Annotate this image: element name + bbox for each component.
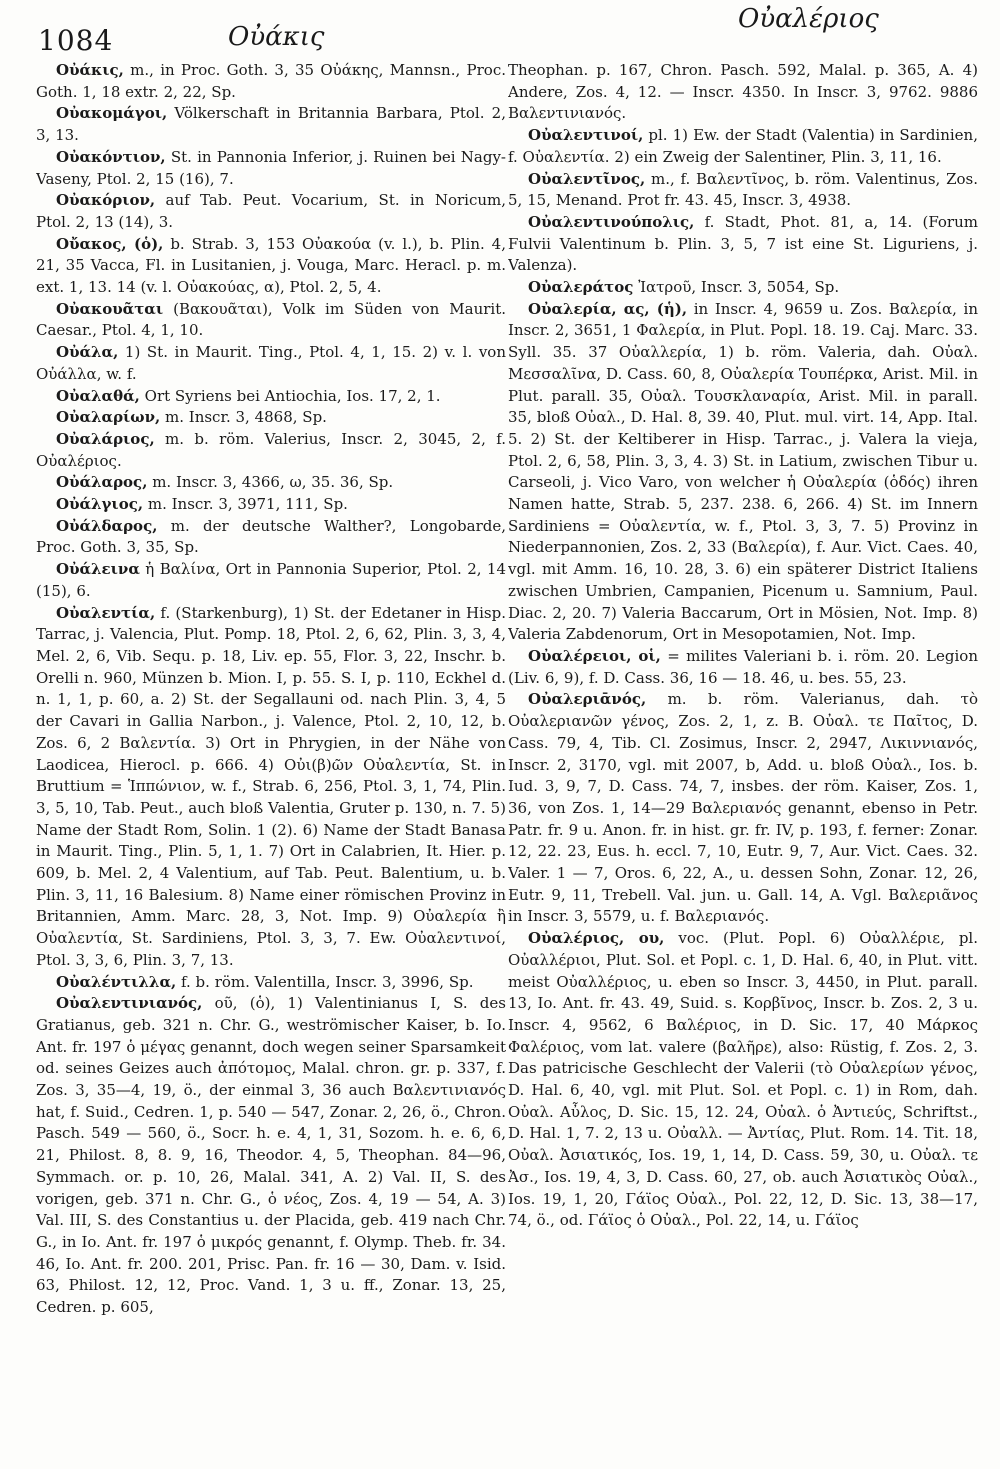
dictionary-entry bbox=[508, 277, 978, 299]
dictionary-entry bbox=[36, 972, 506, 994]
entry-headword: Οὐαλεράτος bbox=[528, 278, 634, 297]
entry-headword: Οὐάλδαρος, bbox=[56, 516, 158, 535]
entry-headword: Οὔακος, (ὁ), bbox=[56, 234, 164, 253]
entry-headword: Οὐαλεντῖνος, bbox=[528, 169, 646, 188]
dictionary-entry bbox=[508, 299, 978, 646]
entry-headword: Οὐαλαρίων, bbox=[56, 408, 161, 427]
entry-headword: Οὐάκις, bbox=[56, 61, 124, 79]
left-column bbox=[36, 60, 506, 1460]
dictionary-entry bbox=[36, 472, 506, 494]
entry-text: = milites Valeriani b. i. röm. 20. Legion (Liv. 6, 9), f. D. Cass. 36, 16 — 18. 46, u. bes. 55, 23. bbox=[508, 646, 978, 687]
entry-text: auf Tab. Peut. Vocarium, St. in Noricum, Ptol. 2, 13 (14), 3. bbox=[36, 191, 506, 231]
entry-text: in Inscr. 4, 9659 u. Zos. Βαλερία, in Inscr. 2, 3651, 1 Φαλερία, in Plut. Popl. 18. 19. Caj. Marc. 33. Syll. 35. 37 Οὐαλλερία, 1) b. röm. Valeria, dah. Οὐαλ. Μεσσαλῖνα, D. Cass. 60, 8, Οὐαλερία Τουπέρκα, Arist. Mil. in Plut. parall. 35, Οὐαλ. Τουσκλαναρία, Arist. Mil. in parall. 35, bloß Οὐαλ., D. Hal. 8, 39. 40, Plut. mul. virt. 14, App. Ital. 5. 2) St. der Keltiberer in Hisp. Tarrac., j. Valera la vieja, Ptol. 2, 6, 58, Plin. 3, 3, 4. 3) St. in Latium, zwischen Tibur u. Carseoli, j. Vico Varo, von welcher ἡ Οὐαλερία (ὁδός) ihren Namen hatte, Strab. 5, 237. 238. 6, 266. 4) St. im Innern Sardiniens = Οὐαλεντία, w. f., Ptol. 3, 3, 7. 5) Provinz in Niederpannonien, Zos. 2, 33 (Βαλερία), f. Aur. Vict. Caes. 40, vgl. mit Amm. 16, 10. 28, 3. 6) ein späterer District Italiens zwischen Umbrien, Campanien, Picenum u. Samnium, Paul. Diac. 2, 20. 7) Valeria Baccarum, Ort in Mösien, Not. Imp. 8) Valeria Zabdenorum, Ort in Mesopotamien, Not. Imp. bbox=[508, 299, 978, 644]
entry-text: Ort Syriens bei Antiochia, Ios. 17, 2, 1. bbox=[144, 386, 441, 405]
page-number: 1084 bbox=[38, 24, 114, 57]
dictionary-entry bbox=[36, 342, 506, 385]
entry-headword: Οὐαλεντινοί, bbox=[528, 126, 644, 145]
entry-text: f. b. röm. Valentilla, Inscr. 3, 3996, Sp. bbox=[181, 972, 474, 991]
entry-headword: Οὐακομάγοι, bbox=[56, 104, 168, 123]
entry-text: οῦ, (ὁ), 1) Valentinianus I, S. des Gratianus, geb. 321 n. Chr. G., weströmischer Kaiser, b. Io. Ant. fr. 197 ὁ μέγας genannt, doch wegen seiner Sparsamkeit od. seines Geizes auch ἀπότομος, Malal. chron. gr. p. 337, f. Zos. 3, 35—4, 19, ö., der einmal 3, 36 auch Βαλεντινιανός hat, f. Suid., Cedren. 1, p. 540 — 547, Zonar. 2, 26, ö., Chron. Pasch. 549 — 560, ö., Socr. h. e. 4, 1, 31, Sozom. h. e. 6, 6, 21, Philost. 8, 8. 9, 16, Theodor. 4, 5, Theophan. 84—96, Symmach. or. p. 10, 26, Malal. 341, A. 2) Val. II, S. des vorigen, geb. 371 n. Chr. G., ὁ νέος, Zos. 4, 19 — 54, A. 3) Val. III, S. des Constantius u. der Placida, geb. 419 nach Chr. G., in Io. Ant. fr. 197 ὁ μικρός genannt, f. Olymp. Theb. fr. 34. 46, Io. Ant. fr. 200. 201, Prisc. Pan. fr. 16 — 30, Dam. v. Isid. 63, Philost. 12, 12, Proc. Vand. 1, 3 u. ff., Zonar. 13, 25, Cedren. p. 605, bbox=[36, 994, 506, 1317]
dictionary-entry bbox=[36, 494, 506, 516]
entry-headword: Οὐάλεινα bbox=[56, 560, 140, 579]
dictionary-entry bbox=[36, 147, 506, 190]
dictionary-entry bbox=[36, 559, 506, 602]
dictionary-entry bbox=[36, 60, 506, 103]
entry-text: m., f. Βαλεντῖνος, b. röm. Valentinus, Zos. 5, 15, Menand. Prot fr. 43. 45, Inscr. 3, 4938. bbox=[508, 169, 978, 210]
entry-headword: Οὐαλαθά, bbox=[56, 386, 140, 405]
entry-headword: Οὐαλεντινούπολις, bbox=[528, 212, 695, 231]
dictionary-entry bbox=[508, 125, 978, 168]
entry-text: ἡ Βαλίνα, Ort in Pannonia Superior, Ptol. 2, 14 (15), 6. bbox=[36, 560, 506, 600]
dictionary-entry bbox=[36, 993, 506, 1319]
entry-text: voc. (Plut. Popl. 6) Οὐαλλέριε, pl. Οὐαλλέριοι, Plut. Sol. et Popl. c. 1, D. Hal. 6, 40, in Plut. vitt. meist Οὐαλλέριος, u. eben so Inscr. 3, 4450, in Plut. parall. 13, Io. Ant. fr. 43. 49, Suid. s. Κορβῖνος, Inscr. b. Zos. 2, 3 u. Inscr. 4, 9562, 6 Βαλέριος, in D. Sic. 17, 40 Μάρκος Φαλέριος, vom lat. valere (βαλῆρε), also: Rüstig, f. Zos. 2, 3. Das patricische Geschlecht der Valerii (τὸ Οὐαλερίων γένος, D. Hal. 6, 40, vgl. mit Plut. Sol. et Popl. c. 1) in Rom, dah. Οὐαλ. Αὖλος, D. Sic. 15, 12. 24, Οὐαλ. ὁ Ἀντιεύς, Schriftst., D. Hal. 1, 7. 2, 13 u. Οὐαλλ. — Ἀντίας, Plut. Rom. 14. Tit. 18, Οὐαλ. Ἀσιατικός, Ios. 19, 1, 14, D. Cass. 59, 30, u. Οὐαλ. τε Ἀσ., Ios. 19, 4, 3, D. Cass. 60, 27, ob. auch Ἀσιατικὸς Οὐαλ., Ios. 19, 1, 20, Γάϊος Οὐαλ., Pol. 22, 12, D. Sic. 13, 38—17, 74, ö., od. Γάϊος ὁ Οὐαλ., Pol. 22, 14, u. Γάϊος bbox=[508, 929, 978, 1230]
right-column bbox=[508, 60, 978, 1460]
entry-headword: Οὐαλέντιλλα, bbox=[56, 972, 177, 991]
entry-text: m. Inscr. 3, 3971, 111, Sp. bbox=[147, 495, 348, 514]
entry-headword: Οὐακόριον, bbox=[56, 191, 156, 210]
dictionary-entry bbox=[508, 169, 978, 212]
entry-headword: Οὐακόντιον, bbox=[56, 147, 166, 166]
entry-headword: Οὐαλεντία, bbox=[56, 603, 156, 622]
entry-text: f. (Starkenburg), 1) St. der Edetaner in Hisp. Tarrac, j. Valencia, Plut. Pomp. 18, Ptol. 2, 6, 62, Plin. 3, 3, 4, Mel. 2, 6, Vib. Sequ. p. 18, Liv. ep. 55, Flor. 3, 22, Inschr. b. Orelli n. 960, Münzen b. Mion. I, p. 55. S. I, p. 110, Eckhel d. n. 1, 1, p. 60, a. 2) St. der Segallauni od. nach Plin. 3, 4, 5 der Cavari in Gallia Narbon., j. Valence, Ptol. 2, 10, 12, b. Zos. 6, 2 Βαλεντία. 3) Ort in Phrygien, in der Nähe von Laodicea, Hierocl. p. 666. 4) Οὐι(β)ῶν Οὐαλεντία, St. in Bruttium = Ἱππώνιον, w. f., Strab. 6, 256, Ptol. 3, 1, 74, Plin. 3, 5, 10, Tab. Peut., auch bloß Valentia, Gruter p. 130, n. 7. 5) Name der Stadt Rom, Solin. 1 (2). 6) Name der Stadt Banasa in Maurit. Ting., Plin. 5, 1, 1. 7) Ort in Calabrien, It. Hier. p. 609, b. Mel. 2, 4 Valentium, auf Tab. Peut. Balentium, u. b. Plin. 3, 11, 16 Balesium. 8) Name einer römischen Provinz in Britannien, Amm. Marc. 28, 3, Not. Imp. 9) Οὐαλερία ἢ Οὐαλεντία, St. Sardiniens, Ptol. 3, 3, 7. Ew. Οὐαλεντινοί, Ptol. 3, 3, 6, Plin. 3, 7, 13. bbox=[36, 603, 506, 969]
entry-text: m. Inscr. 3, 4868, Sp. bbox=[165, 408, 327, 427]
entry-text: 1) St. in Maurit. Ting., Ptol. 4, 1, 15. 2) v. l. von Οὐάλλα, w. f. bbox=[36, 343, 506, 383]
entry-text: f. Stadt, Phot. 81, a, 14. (Forum Fulvii Valentinum b. Plin. 3, 5, 7 ist eine St. Liguriens, j. Valenza). bbox=[508, 212, 978, 275]
entry-headword: Οὐάλγιος, bbox=[56, 495, 144, 514]
entry-headword: Οὐάλαρος, bbox=[56, 473, 148, 492]
entry-text: m. b. röm. Valerianus, dah. τὸ Οὐαλεριανῶν γένος, Zos. 2, 1, z. B. Οὐαλ. τε Παῖτος, D. Cass. 79, 4, Tib. Cl. Zosimus, Inscr. 2, 2947, Λικιννιανός, Inscr. 2, 3170, vgl. mit 2007, b, Add. u. bloß Οὐαλ., Ios. b. Iud. 3, 9, 7, D. Cass. 74, 7, insbes. der röm. Kaiser, Zos. 1, 36, von Zos. 1, 14—29 Βαλεριανός genannt, ebenso in Petr. Patr. fr. 9 u. Anon. fr. in hist. gr. fr. IV, p. 193, f. ferner: Zonar. 12, 22. 23, Eus. h. eccl. 7, 10, Eutr. 9, 7, Aur. Vict. Caes. 32. Valer. 1 — 7, Oros. 6, 22, A., u. dessen Sohn, Zonar. 12, 26, Eutr. 9, 11, Trebell. Val. jun. u. Gall. 14, A. Vgl. Βαλεριᾶνος in Inscr. 3, 5579, u. f. Βαλεριανός. bbox=[508, 690, 978, 926]
left-running-headword: Οὐάκις bbox=[228, 22, 325, 52]
dictionary-entry bbox=[36, 429, 506, 472]
dictionary-entry bbox=[508, 60, 978, 125]
dictionary-entry bbox=[36, 407, 506, 429]
dictionary-entry bbox=[508, 689, 978, 928]
entry-text: St. in Pannonia Inferior, j. Ruinen bei Nagy-Vaseny, Ptol. 2, 15 (16), 7. bbox=[36, 147, 506, 188]
entry-headword: Οὐαλεντινιανός, bbox=[56, 994, 203, 1013]
entry-text: Theophan. p. 167, Chron. Pasch. 592, Malal. p. 365, A. 4) Andere, Zos. 4, 12. — Inscr. 4350. In Inscr. 3, 9762. 9886 Βαλεντινιανός. bbox=[508, 61, 978, 123]
dictionary-entry bbox=[508, 212, 978, 277]
right-running-headword: Οὐαλέριος bbox=[738, 4, 879, 34]
dictionary-entry bbox=[36, 603, 506, 972]
entry-headword: Οὐαλέριος, ου, bbox=[528, 929, 665, 948]
entry-text: b. Strab. 3, 153 Οὐακούα (v. l.), b. Plin. 4, 21, 35 Vacca, Fl. in Lusitanien, j. Vouga, Marc. Heracl. p. m. ext. 1, 13. 14 (v. l. Οὐακούας, α), Ptol. 2, 5, 4. bbox=[36, 234, 506, 297]
entry-headword: Οὐαλέρειοι, οἱ, bbox=[528, 646, 661, 665]
entry-text: Völkerschaft in Britannia Barbara, Ptol. 2, 3, 13. bbox=[36, 104, 506, 145]
entry-headword: Οὐαλάριος, bbox=[56, 429, 155, 448]
entry-text: m. der deutsche Walther?, Longobarde, Proc. Goth. 3, 35, Sp. bbox=[36, 516, 506, 557]
entry-text: m. b. röm. Valerius, Inscr. 2, 3045, 2, f. Οὐαλέριος. bbox=[36, 429, 506, 470]
dictionary-entry bbox=[508, 928, 978, 1232]
dictionary-entry bbox=[36, 516, 506, 559]
dictionary-entry bbox=[36, 299, 506, 342]
dictionary-entry bbox=[36, 190, 506, 233]
entry-text: pl. 1) Ew. der Stadt (Valentia) in Sardinien, f. Οὐαλεντία. 2) ein Zweig der Salentiner, Plin. 3, 11, 16. bbox=[508, 126, 978, 166]
dictionary-entry bbox=[508, 646, 978, 689]
entry-text: (Βακουᾶται), Volk im Süden von Maurit. Caesar., Ptol. 4, 1, 10. bbox=[36, 299, 506, 340]
dictionary-entry bbox=[36, 234, 506, 299]
entry-text: m., in Proc. Goth. 3, 35 Οὐάκης, Mannsn., Proc. Goth. 1, 18 extr. 2, 22, Sp. bbox=[36, 61, 506, 101]
entry-text: m. Inscr. 3, 4366, ω, 35. 36, Sp. bbox=[152, 473, 394, 492]
entry-text: Ἰατροῦ, Inscr. 3, 5054, Sp. bbox=[638, 278, 840, 297]
dictionary-entry bbox=[36, 103, 506, 146]
entry-headword: Οὐαλεριᾱνός, bbox=[528, 690, 647, 709]
entry-headword: Οὐαλερία, ας, (ἡ), bbox=[528, 299, 688, 318]
dictionary-entry bbox=[36, 386, 506, 408]
page-header bbox=[0, 0, 1000, 62]
entry-headword: Οὐακουᾶται bbox=[56, 299, 164, 318]
entry-headword: Οὐάλα, bbox=[56, 343, 119, 362]
